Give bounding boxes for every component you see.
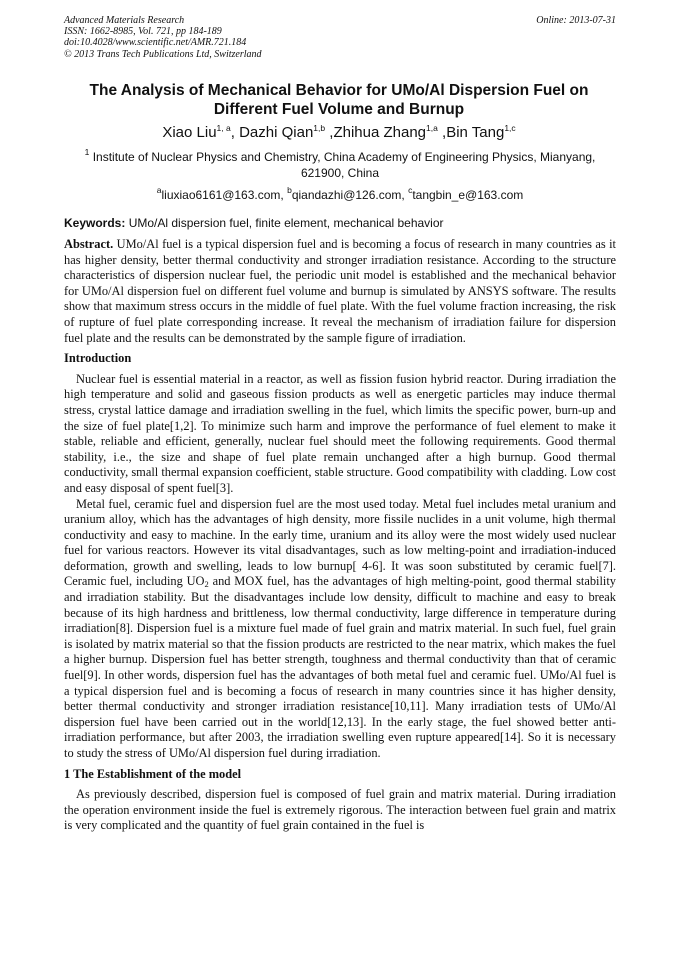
journal-name: Advanced Materials Research [64,15,185,26]
email-address[interactable]: liuxiao6161@163.com, [161,188,288,202]
section-heading-model: 1 The Establishment of the model [64,766,242,781]
keywords-text: UMo/Al dispersion fuel, finite element, mechanical behavior [125,216,444,230]
author-name: Zhihua Zhang [333,124,427,141]
copyright-line: © 2013 Trans Tech Publications Ltd, Switzerland [64,48,262,60]
uo2-subscript: 2 [204,579,209,590]
author-name: Dazhi Qian [239,124,314,141]
intro-paragraph-1: Nuclear fuel is essential material in a reactor, as well as fission fusion hybrid reactor. During irradiation the high temperature and solid and gaseous fission products as well as energetic particles may induce thermal stress, crystal lattice damage and irradiation swelling in the fuel, which limits the specific power, burn-up and the size of fuel plate[1,2]. To minimize such harm and improve the performance of fuel element to make it stable, reliable and efficient, generally, nuclear fuel should meet the following requirements. Good thermal stability, i.e., the size and shape of fuel plate remain unchanged after a high burnup. Good thermal conductivity, small thermal expansion coefficient, stable structure. Good compatibility with cladding. Low cost and easy disposal of spent fuel[3]. [64,371,616,495]
model-paragraph-1: As previously described, dispersion fuel is composed of fuel grain and matrix material. During irradiation the operation environment inside the fuel is extremely rigorous. The interaction between fuel grain and matrix is very complicated and the quantity of fuel grain contained in the fuel is [64,787,616,833]
keywords [64,216,616,231]
affiliation [64,147,616,181]
author-affiliation-marker: 1,c [504,123,516,133]
affiliation-text: Institute of Nuclear Physics and Chemistry, China Academy of Engineering Physics, Mianyang, 621900, China [89,150,596,180]
author-separator: , [437,124,447,141]
paper-body [64,237,616,834]
author-list [60,124,618,142]
email-address[interactable]: qiandazhi@126.com, [291,188,409,202]
issn-line: ISSN: 1662-8985, Vol. 721, pp 184-189 [64,26,222,38]
author-name: Bin Tang [446,124,505,141]
abstract-text: UMo/Al fuel is a typical dispersion fuel and is becoming a focus of research in many countries as it has higher density, better thermal conductivity and stronger irradiation resistance. According to the structure characteristics of dispersion nuclear fuel, the periodic unit model is established and the mechanical behavior for UMo/Al dispersion fuel on different fuel volume and burnup is simulated by ANSYS software. The results show that maximum stress occurs in the middle of fuel plate. With the fuel volume fraction increasing, the risk of rupture of fuel plate corresponding increase. It reveal the mechanism of irradiation failure for dispersion fuel plate and the results can be demonstrated by the sample figure of irradiation. [64,237,616,345]
affiliation-marker: 1 [84,147,90,157]
intro-paragraph-2 [64,497,616,762]
author-separator: , [325,124,334,141]
section-heading-introduction: Introduction [64,351,132,366]
author-affiliation-marker: 1, a [216,123,231,133]
email-marker: c [408,185,413,195]
doi-line: doi:10.4028/www.scientific.net/AMR.721.184 [64,37,247,49]
intro-paragraph-2-part-a: Metal fuel, ceramic fuel and dispersion fuel are the most used today. Metal fuel includes metal uranium and uranium alloy, which has the advantages of high density, more fissile nuclides in a unit volume, high thermal conductivity and easy to machine. In the early time, uranium and its alloy were the most widely used nuclear fuel for various reactors. However its vital disadvantages, such as low melting-point and irradiation-induced deformation, growth and swelling, leads to low burnup[ 4-6]. It was soon substituted by ceramic fuel[7]. Ceramic fuel, including UO [64,496,616,589]
intro-paragraph-2-part-b: and MOX fuel, has the advantages of high melting-point, good thermal stability and irradiation stability. But the disadvantages include low density, difficult to machine and easy to break because of its high hardness and brittleness, low thermal conductivity, large difference in temperature during irradiation[8]. Dispersion fuel is a mixture fuel made of fuel grain and matrix material. In such fuel, fuel grain is isolated by matrix material so that the fission products are restricted to the near matrix, which makes the fuel a higher burnup. Dispersion fuel has better strength, toughness and thermal conductivity than that of ceramic fuel[9]. In other words, dispersion fuel has the advantages of both metal fuel and ceramic fuel. UMo/Al fuel is a typical dispersion fuel and is becoming a focus of research in many countries since it has higher density, better thermal conductivity and stronger irradiation resistance[10,11]. Many irradiation tests of UMo/Al dispersion fuel have been carried out in the world[12,13]. In the early stage, the fuel showed better anti-irradiation performance, but after 2003, the irradiation swelling even rupture appeared[14]. So it is necessary to study the stress of UMo/Al dispersion fuel during irradiation. [64,574,616,760]
keywords-label: Keywords: [64,216,126,230]
online-date: Online: 2013-07-31 [536,15,616,26]
email-address[interactable]: tangbin_e@163.com [412,188,524,202]
email-list [64,185,616,203]
abstract-paragraph [64,237,616,346]
author-name: Xiao Liu [162,124,217,141]
email-marker: b [287,185,292,195]
author-affiliation-marker: 1,b [313,123,326,133]
author-separator: , [230,124,240,141]
email-marker: a [156,185,162,195]
author-affiliation-marker: 1,a [426,123,438,133]
abstract-label: Abstract. [64,237,114,251]
journal-header [64,15,616,60]
paper-title: The Analysis of Mechanical Behavior for UMo/Al Dispersion Fuel on Different Fuel Volume and Burnup [89,82,589,118]
